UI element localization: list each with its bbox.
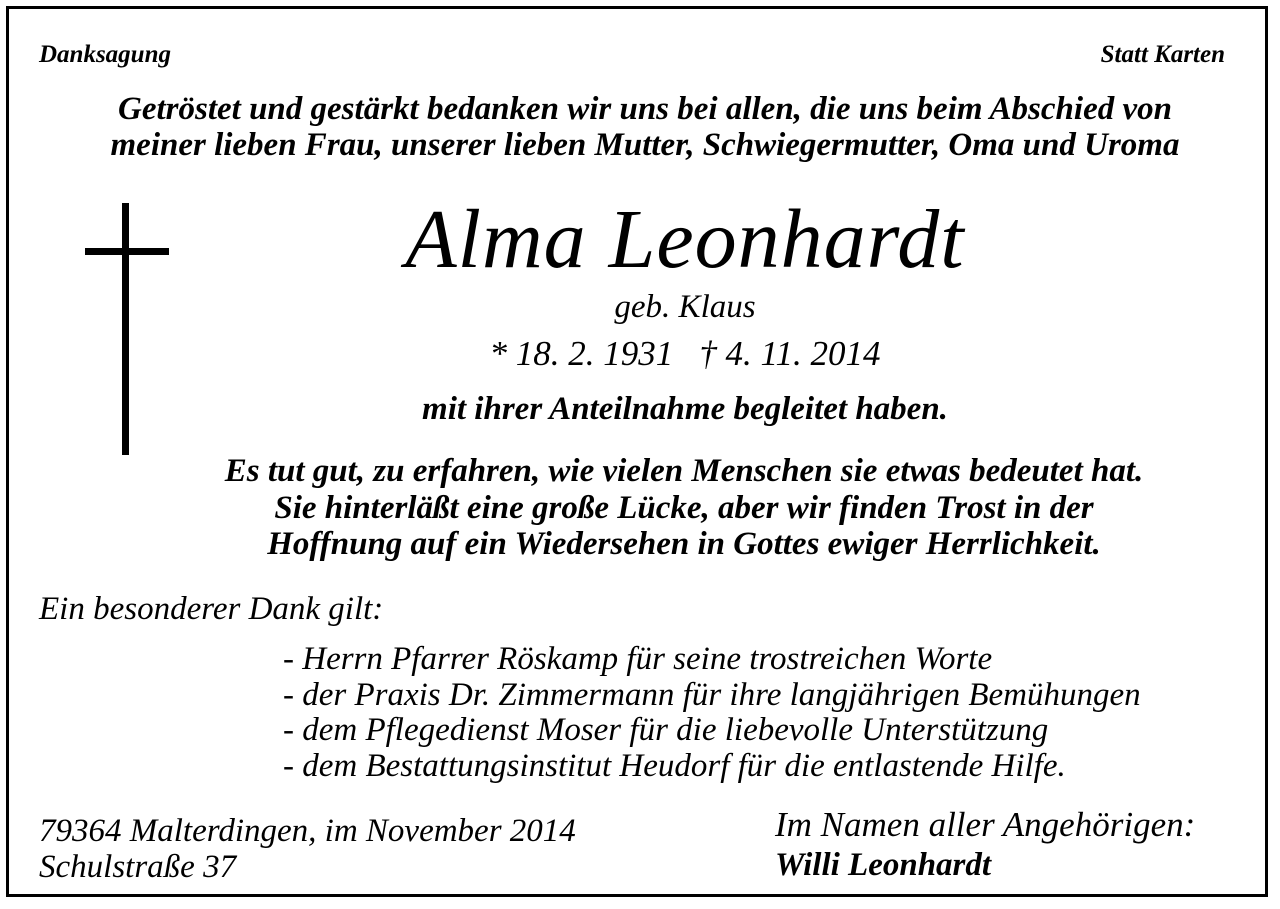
on-behalf-text: Im Namen aller Angehörigen: <box>775 805 1196 844</box>
street-address: Schulstraße 37 <box>39 849 237 885</box>
life-dates <box>9 334 1280 374</box>
obituary-notice <box>6 6 1268 897</box>
signer-name: Willi Leonhardt <box>775 847 992 883</box>
header-danksagung: Danksagung <box>39 41 171 68</box>
thanks-item: - dem Bestattungsinstitut Heudorf für die entlastende Hilfe. <box>283 748 1066 784</box>
intro-line-1: Getröstet und gestärkt bedanken wir uns bei allen, die uns beim Abschied von <box>118 91 1172 127</box>
place-and-date: 79364 Malterdingen, im November 2014 <box>39 813 576 849</box>
deceased-name: Alma Leonhardt <box>405 193 965 286</box>
message-line-2: Sie hinterläßt eine große Lücke, aber wir finden Trost in der <box>274 490 1094 526</box>
thanks-item: - Herrn Pfarrer Röskamp für seine trostreichen Worte <box>283 641 993 677</box>
message-line-1: Es tut gut, zu erfahren, wie vielen Menschen sie etwas bedeutet hat. <box>224 453 1144 489</box>
thanks-item: - der Praxis Dr. Zimmermann für ihre langjährigen Bemühungen <box>283 677 1141 713</box>
message-line-3: Hoffnung auf ein Wiedersehen in Gottes ewiger Herrlichkeit. <box>267 526 1101 562</box>
maiden-name: geb. Klaus <box>614 289 756 325</box>
thanks-item: - dem Pflegedienst Moser für die liebevolle Unterstützung <box>283 712 1049 748</box>
intro-line-2: meiner lieben Frau, unserer lieben Mutter, Schwiegermutter, Oma und Uroma <box>110 127 1180 163</box>
header-statt-karten: Statt Karten <box>1100 41 1225 68</box>
birth-date: * 18. 2. 1931 <box>489 334 674 373</box>
accompany-text: mit ihrer Anteilnahme begleitet haben. <box>422 391 948 427</box>
death-date: † 4. 11. 2014 <box>699 334 881 373</box>
thanks-title: Ein besonderer Dank gilt: <box>39 591 384 627</box>
